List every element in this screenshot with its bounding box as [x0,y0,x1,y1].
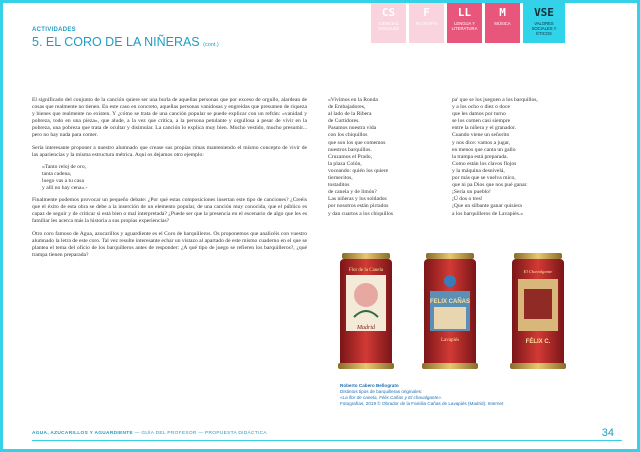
lyric-line: que les damos por turno [452,111,506,118]
barquillera-drum-2 [422,253,478,369]
lyric-line: en menos que canta un gallo [452,146,516,153]
lyric-line: que son los que comemos [328,139,386,146]
title-text: 5. EL CORO DE LA NIÑERAS [32,35,200,49]
tab-cs[interactable] [371,3,406,43]
lyric-line: Como están los clavos flojos [452,160,517,167]
lyric-line: y a los ocho o diez o doce [452,104,510,111]
tab-label: LENGUA Y LITERATURA [451,21,478,31]
paragraph: Otro coro famoso de Agua, azucarillos y aguardiente es el Coro de barquilleros. Os proponemos que analicéis con vuestro alumnado la letra de este coro. Tal vez resulte interesante echar un vistazo al apartado de este mismo cuaderno en el que se plantea el tema del oficio de los barquilleros antes de responder: ¿A qué tipo de juego se refieren los barquilleros?, ¿qué trampa tienen preparada? [32,230,307,258]
drum-label: FELIX CAÑAS [429,299,471,305]
tab-code: F [423,6,430,19]
drum-sub: Madrid [357,325,375,331]
lyric-line: de Embajadores, [328,104,366,111]
lyric-line: Las niñeras y los soldados [328,196,387,203]
lyric-line: al lado de la Ribera [328,111,372,118]
barquillera-drum-3 [510,253,566,369]
title-suffix: (cont.) [203,42,219,48]
lyric-line: entre la niñera y el granador. [452,125,516,132]
paragraph: El significado del conjunto de la canción quiere ser una burla de aquellas personas que por exceso de orgullo, alardean de cosas que realmente no tienen. En este caso en concreto, aquellas personas vanidosas y engreídas que presumen de riqueza y bienes que realmente no existen. Y ¿cómo se trata de una canción popular se puede explicar con un refrán: «vanidad y pobreza, todo en una pieza», que alude, a la vez que critica, a la persona petulante y orgullosa a pesar de vivir en la pobreza, una pobreza que trata de ocultar y disimular. La canción lo explica muy bien. Mucho vestido, mucho presumir... pero no hay nada para comer. [32,97,307,139]
lyric-line: a los barquilleros de Lavapiés.» [452,210,523,217]
lyric-line: Pasamos nuestra vida [328,125,377,132]
page-title [32,35,219,49]
caption-author: Roberto Cabero Bellograto [340,383,399,388]
lyric-line: y la máquina desnivelá, [452,167,505,174]
footer-separator: — [198,431,206,436]
footer-rule [32,440,622,441]
lyric-line: ¡Ú dos o tres! [452,196,483,203]
page-number: 34 [601,427,614,439]
footer-section: PROPUESTA DIDÁCTICA [205,431,267,436]
barquilleras-photo [330,245,590,380]
caption-line: Fotografías, 2019 © Obrador de la Familia Cañas de Lavapiés (Madrid). Internet [340,401,504,406]
tab-label: MÚSICA [494,21,511,26]
tab-ll[interactable] [447,3,482,43]
drum-label: Flor de la Canela [348,268,384,273]
paragraph: Finalmente podemos provocar un pequeño debate: ¿Por qué estas composiciones insertan este tipo de canciones? ¿Creéis que el éxito de esta obra se debe a la inserción de un elemento popular, de una canción muy conocida, que el público es capaz de seguir y de criticar si está bien o mal interpretada? ¿Puede ser que la presencia en el escenario de algo que les es familiar les acerca más la historia a sus propias experiencias? [32,197,307,225]
barquillera-drum-1 [338,253,394,369]
lyric-line: la plaza Colón, [328,160,362,167]
lyric-line: ¡Que un silbante ganar quisiera [452,203,522,210]
lyric-line: tostaditos [328,182,350,189]
drum-sub: FÉLIX C. [525,339,551,345]
verse-line: luego vas a tu casa [42,177,84,184]
tab-f[interactable] [409,3,444,43]
lyric-line: se los comen casi siempre [452,118,511,125]
tab-code: CS [381,6,396,19]
drum-label: El Chavalgante [523,269,553,274]
photo-caption [340,383,580,407]
lyric-line: de canela y de limón? [328,189,377,196]
footer-guide: GUÍA DEL PROFESOR [141,431,197,436]
tab-m[interactable] [485,3,520,43]
footer-title: AGUA, AZUCARILLOS Y AGUARDIENTE [32,431,133,436]
tab-label: VALORES SOCIALES Y ÉTICOS [531,21,557,36]
lyric-line: por nosotros están pirrados [328,203,389,210]
lyric-line: y dan cuartos a los chiquillos [328,210,394,217]
verse-line: y allí no hay cena».- [42,185,88,192]
verse-quote [42,164,307,192]
drum-sub: Lavapiés [440,338,460,343]
lyrics-column-2 [452,97,572,218]
main-text-column [32,97,307,264]
lyric-line: y nos dice: vamos a jugar, [452,139,511,146]
tab-label: FILOSOFÍA [415,21,438,26]
lyric-line: Cuando viene un señorito [452,132,510,139]
paragraph: Sería interesante proponer a nuestro alumnado que crease sus propias rimas manteniendo el mismo concepto de vivir de las apariencias y la misma estructura métrica. Aquí os dejamos otro ejemplo: [32,144,307,158]
caption-line: Distintos tipos de barquilleras originales: [340,389,423,394]
lyric-line: que ni pa Dios que nos pué ganar. [452,182,528,189]
caption-line: «La flor de canela, Félix Cañas y El chavalgante». [340,395,443,400]
tab-code: M [499,6,506,19]
footer-separator: — [134,431,142,436]
subject-tabs [371,3,568,43]
lyric-line: por más que se vuelva mico, [452,175,516,182]
verse-line: «Tanto reloj de oro, [42,163,87,170]
footer-breadcrumb [32,431,267,436]
tab-code: VSE [534,6,554,19]
lyric-line: voceando: quién los quiere [328,167,389,174]
lyric-line: tiernecitos, [328,175,353,182]
lyric-line: con los chiquillos [328,132,368,139]
section-label: ACTIVIDADES [32,27,76,33]
tab-code: LL [457,6,472,19]
lyrics-column-1 [328,97,436,218]
lyric-line: ¡Sería un pueblo! [452,189,491,196]
lyric-line: Cruzamos el Prado, [328,153,372,160]
lyric-line: nuestros barquillos. [328,146,372,153]
lyric-line: pa' que se los jueguen a los barquillos, [452,97,538,103]
lyric-line: de Curtidores. [328,118,360,125]
lyric-line: la trampa está preparada. [452,153,508,160]
tab-vse[interactable] [523,3,565,43]
lyric-line: «Vivimos en la Ronda [328,97,378,103]
tab-label: CIENCIAS SOCIALES [378,21,399,31]
verse-line: tanta cadena, [42,170,72,177]
